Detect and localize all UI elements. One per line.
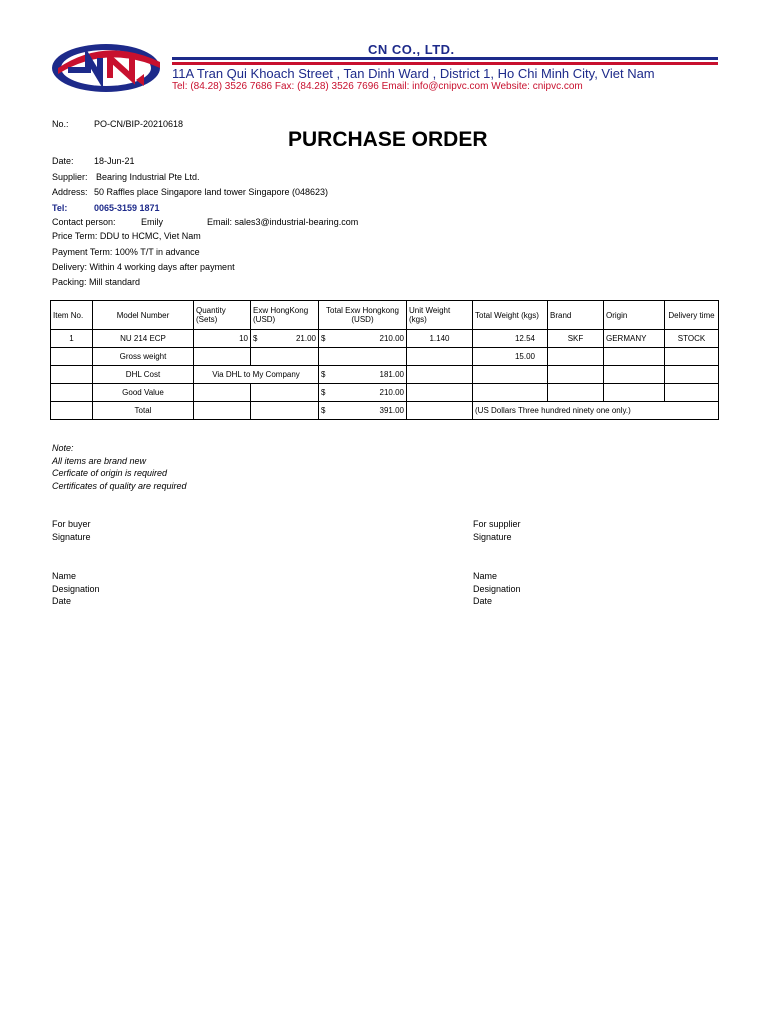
cell-exw-price bbox=[251, 330, 319, 348]
supplier-name: Name bbox=[473, 571, 498, 581]
packing-term: Packing: Mill standard bbox=[52, 277, 141, 287]
good-value-label: Good Value bbox=[93, 384, 194, 402]
dhl-cost-value: 181.00 bbox=[379, 370, 404, 379]
good-value-value: 210.00 bbox=[379, 388, 404, 397]
header-rule-blue bbox=[172, 57, 718, 60]
header-total-weight: Total Weight (kgs) bbox=[473, 301, 548, 330]
supplier-signature: Signature bbox=[473, 531, 512, 542]
currency-symbol: $ bbox=[253, 334, 258, 343]
buyer-name: Name bbox=[52, 571, 77, 581]
table-row bbox=[51, 402, 719, 420]
buyer-signature-block bbox=[52, 518, 91, 543]
buyer-designation: Designation bbox=[52, 583, 100, 594]
gross-weight-label: Gross weight bbox=[93, 348, 194, 366]
payment-term: Payment Term: 100% T/T in advance bbox=[52, 247, 200, 257]
header-brand: Brand bbox=[548, 301, 604, 330]
cell-model-number: NU 214 ECP bbox=[93, 330, 194, 348]
cell-quantity: 10 bbox=[194, 330, 251, 348]
cell-origin: GERMANY bbox=[604, 330, 665, 348]
header-item-no: Item No. bbox=[51, 301, 93, 330]
notes-block bbox=[52, 442, 187, 492]
cell-item-no: 1 bbox=[51, 330, 93, 348]
company-address: 11A Tran Qui Khoach Street , Tan Dinh Ward , District 1, Ho Chi Minh City, Viet Nam bbox=[172, 66, 655, 81]
header-origin: Origin bbox=[604, 301, 665, 330]
note-line: Certificates of quality are required bbox=[52, 480, 187, 491]
cell-total-exw bbox=[319, 330, 407, 348]
buyer-for: For buyer bbox=[52, 519, 91, 529]
currency-symbol: $ bbox=[321, 388, 326, 397]
dhl-cost-label: DHL Cost bbox=[93, 366, 194, 384]
cell-delivery: STOCK bbox=[665, 330, 719, 348]
buyer-date: Date bbox=[52, 596, 72, 606]
exw-price-value: 21.00 bbox=[295, 334, 316, 343]
currency-symbol: $ bbox=[321, 370, 326, 379]
table-header-row bbox=[51, 301, 719, 330]
header-exw-hongkong: Exw HongKong (USD) bbox=[251, 301, 319, 330]
gross-weight-value: 15.00 bbox=[473, 348, 548, 366]
order-table bbox=[50, 300, 719, 420]
cell-brand: SKF bbox=[548, 330, 604, 348]
tel-value: 0065-3159 1871 bbox=[94, 203, 160, 213]
cell-total-amount bbox=[319, 402, 407, 420]
note-line: Cerficate of origin is required bbox=[52, 468, 168, 478]
header-unit-weight: Unit Weight (kgs) bbox=[407, 301, 473, 330]
company-contact: Tel: (84.28) 3526 7686 Fax: (84.28) 3526 7696 Email: info@cnipvc.com Website: cnipvc.com bbox=[172, 81, 583, 92]
supplier-value: Bearing Industrial Pte Ltd. bbox=[96, 172, 200, 182]
cell-good-amount bbox=[319, 384, 407, 402]
header-rule-red bbox=[172, 62, 718, 65]
supplier-date: Date bbox=[473, 596, 493, 606]
total-value: 391.00 bbox=[379, 406, 404, 415]
total-label: Total bbox=[93, 402, 194, 420]
note-line: All items are brand new bbox=[52, 455, 147, 466]
cell-total-weight: 12.54 bbox=[473, 330, 548, 348]
supplier-label: Supplier: bbox=[52, 172, 88, 182]
cell-dhl-amount bbox=[319, 366, 407, 384]
po-number-label: No.: bbox=[52, 119, 69, 129]
table-row bbox=[51, 366, 719, 384]
currency-symbol: $ bbox=[321, 406, 326, 415]
page-title: PURCHASE ORDER bbox=[288, 128, 488, 151]
header-quantity: Quantity (Sets) bbox=[194, 301, 251, 330]
supplier-signature-block bbox=[473, 518, 521, 543]
total-in-words: (US Dollars Three hundred ninety one only.) bbox=[473, 402, 719, 420]
table-row bbox=[51, 348, 719, 366]
date-value: 18-Jun-21 bbox=[94, 156, 135, 166]
company-name: CN CO., LTD. bbox=[368, 42, 455, 57]
supplier-designation: Designation bbox=[473, 583, 521, 594]
notes-title: Note: bbox=[52, 443, 74, 453]
table-row bbox=[51, 330, 719, 348]
currency-symbol: $ bbox=[321, 334, 326, 343]
header-model-number: Model Number bbox=[93, 301, 194, 330]
header-total-exw: Total Exw Hongkong (USD) bbox=[319, 301, 407, 330]
supplier-details-block bbox=[473, 570, 521, 608]
total-exw-value: 210.00 bbox=[379, 334, 404, 343]
buyer-details-block bbox=[52, 570, 100, 608]
tel-label: Tel: bbox=[52, 203, 68, 213]
company-logo bbox=[48, 38, 176, 98]
table-row bbox=[51, 384, 719, 402]
dhl-cost-note: Via DHL to My Company bbox=[194, 366, 319, 384]
supplier-for: For supplier bbox=[473, 519, 521, 529]
contact-person-value: Emily bbox=[141, 217, 163, 227]
po-number-value: PO-CN/BIP-20210618 bbox=[94, 119, 184, 129]
buyer-signature: Signature bbox=[52, 531, 91, 542]
contact-email: Email: sales3@industrial-bearing.com bbox=[207, 217, 359, 227]
header-delivery-time: Delivery time bbox=[665, 301, 719, 330]
contact-person-label: Contact person: bbox=[52, 217, 116, 227]
date-label: Date: bbox=[52, 156, 74, 166]
address-value: 50 Raffles place Singapore land tower Singapore (048623) bbox=[94, 187, 328, 197]
delivery-term: Delivery: Within 4 working days after payment bbox=[52, 262, 235, 272]
address-label: Address: bbox=[52, 187, 88, 197]
cell-unit-weight: 1.140 bbox=[407, 330, 473, 348]
price-term: Price Term: DDU to HCMC, Viet Nam bbox=[52, 231, 201, 241]
